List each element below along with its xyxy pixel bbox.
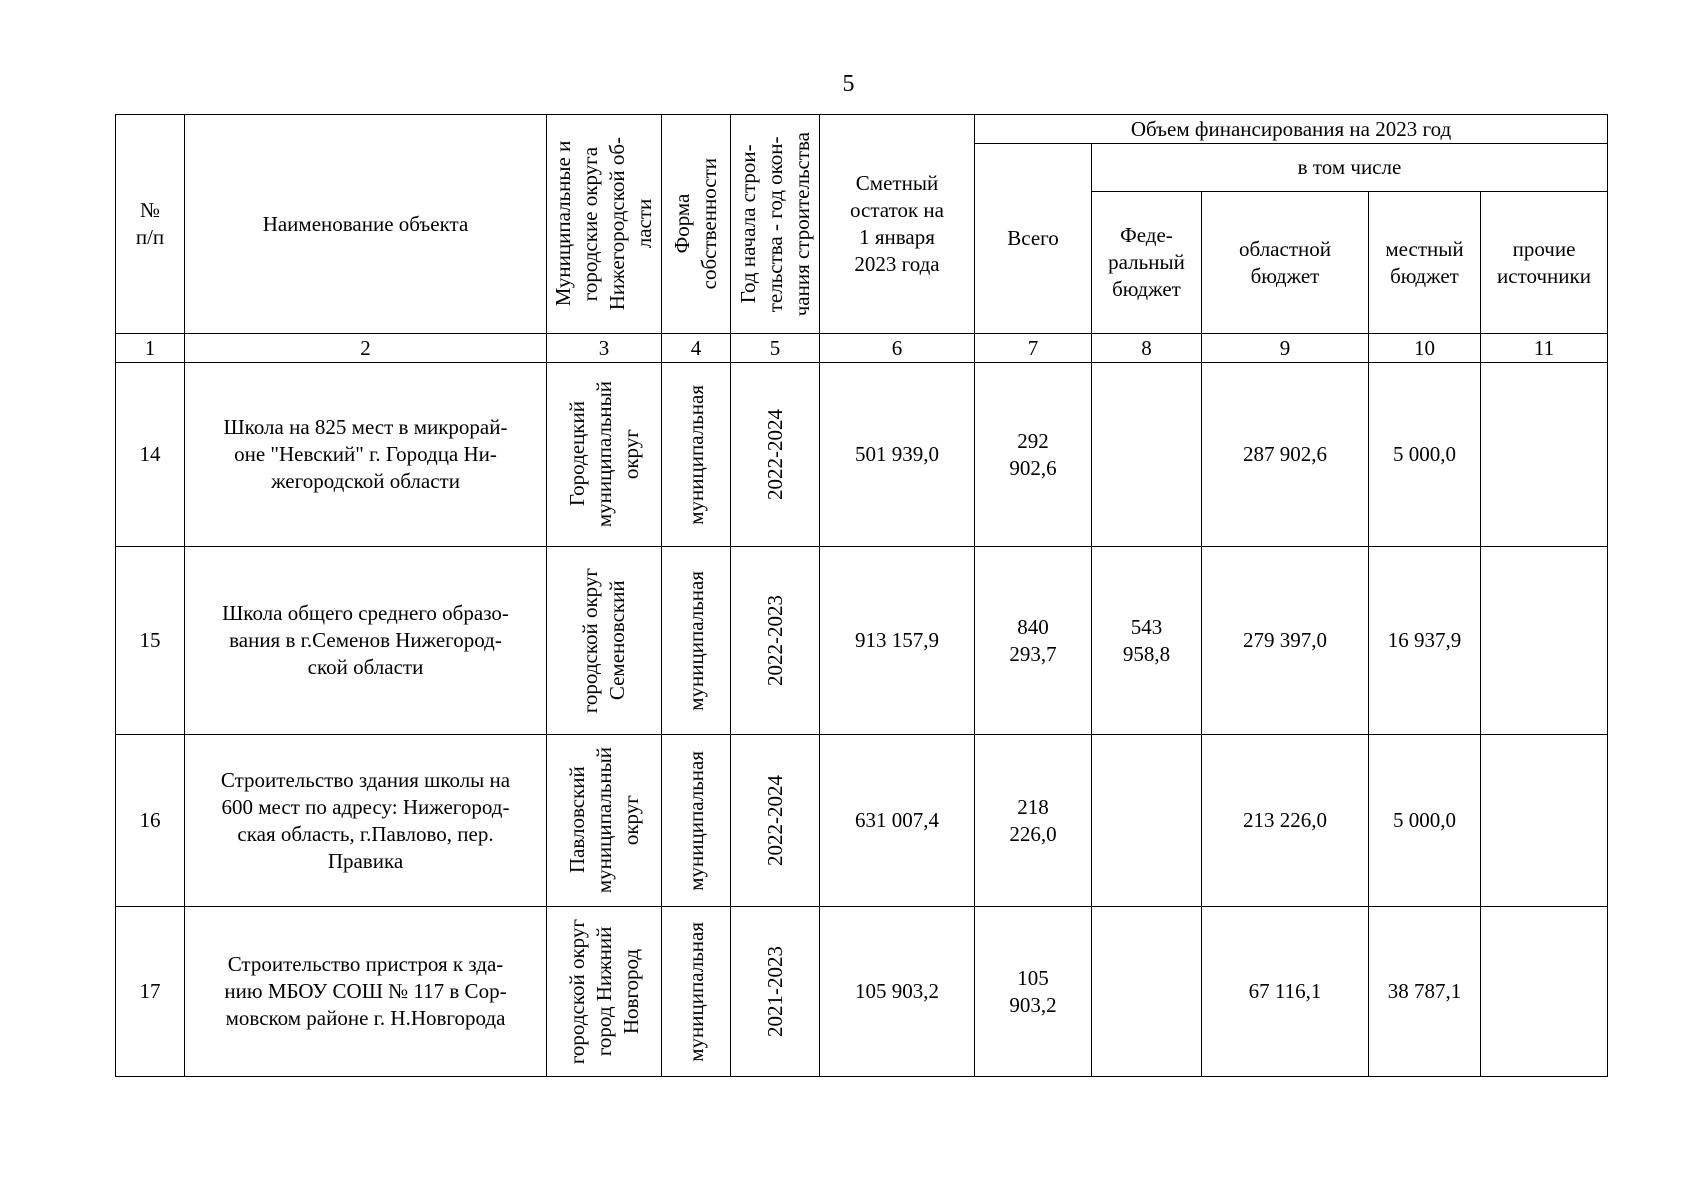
object-name: Школа общего среднего образо- вания в г.Семенов Нижегород- ской области: [185, 547, 547, 735]
financing-table: [115, 114, 1608, 1077]
estimate: 913 157,9: [820, 547, 975, 735]
estimate: 631 007,4: [820, 735, 975, 907]
header-including: в том числе: [1092, 144, 1608, 192]
other: [1481, 363, 1608, 547]
municipality: городской округ город Нижний Новгород: [547, 907, 662, 1077]
total: 292 902,6: [975, 363, 1092, 547]
total: 218 226,0: [975, 735, 1092, 907]
header-local: местный бюджет: [1369, 192, 1481, 334]
municipality: Городецкий муниципальный округ: [547, 363, 662, 547]
header-federal: Феде- ральный бюджет: [1092, 192, 1202, 334]
years: 2021-2023: [731, 907, 820, 1077]
municipality: городской округ Семеновский: [547, 547, 662, 735]
object-name: Строительство здания школы на 600 мест по адресу: Нижегород- ская область, г.Павлово, пер. Правика: [185, 735, 547, 907]
header-name: Наименование объекта: [185, 115, 547, 334]
column-number: 3: [547, 334, 662, 363]
header-estimate: Сметный остаток на 1 января 2023 года: [820, 115, 975, 334]
header-other: прочие источники: [1481, 192, 1608, 334]
header-total: Всего: [975, 144, 1092, 334]
object-name: Школа на 825 мест в микрорай- оне "Невский" г. Городца Ни- жегородской области: [185, 363, 547, 547]
ownership: муниципальная: [662, 735, 731, 907]
column-number: 5: [731, 334, 820, 363]
regional: 287 902,6: [1202, 363, 1369, 547]
column-number: 11: [1481, 334, 1608, 363]
header-financing: Объем финансирования на 2023 год: [975, 115, 1608, 144]
local: 5 000,0: [1369, 735, 1481, 907]
other: [1481, 907, 1608, 1077]
row-num: 16: [116, 735, 185, 907]
estimate: 105 903,2: [820, 907, 975, 1077]
federal: [1092, 735, 1202, 907]
column-number: 8: [1092, 334, 1202, 363]
column-number: 2: [185, 334, 547, 363]
other: [1481, 547, 1608, 735]
column-number-row: [116, 334, 1608, 363]
federal: [1092, 363, 1202, 547]
header-regional: областной бюджет: [1202, 192, 1369, 334]
header-row: [116, 115, 1608, 144]
local: 38 787,1: [1369, 907, 1481, 1077]
regional: 279 397,0: [1202, 547, 1369, 735]
local: 16 937,9: [1369, 547, 1481, 735]
header-ownership: Форма собственности: [662, 115, 731, 334]
column-number: 10: [1369, 334, 1481, 363]
municipality: Павловский муниципальный округ: [547, 735, 662, 907]
table-row: [116, 547, 1608, 735]
years: 2022-2024: [731, 735, 820, 907]
row-num: 15: [116, 547, 185, 735]
ownership: муниципальная: [662, 547, 731, 735]
table-row: [116, 907, 1608, 1077]
local: 5 000,0: [1369, 363, 1481, 547]
years: 2022-2024: [731, 363, 820, 547]
ownership: муниципальная: [662, 363, 731, 547]
total: 840 293,7: [975, 547, 1092, 735]
header-municipality: Муниципальные и городские округа Нижегородской об- ласти: [547, 115, 662, 334]
column-number: 9: [1202, 334, 1369, 363]
ownership: муниципальная: [662, 907, 731, 1077]
other: [1481, 735, 1608, 907]
header-years: Год начала строи- тельства - год окон- чания строительства: [731, 115, 820, 334]
column-number: 4: [662, 334, 731, 363]
table-row: [116, 735, 1608, 907]
column-number: 7: [975, 334, 1092, 363]
header-num: № п/п: [116, 115, 185, 334]
federal: 543 958,8: [1092, 547, 1202, 735]
regional: 213 226,0: [1202, 735, 1369, 907]
federal: [1092, 907, 1202, 1077]
row-num: 17: [116, 907, 185, 1077]
total: 105 903,2: [975, 907, 1092, 1077]
estimate: 501 939,0: [820, 363, 975, 547]
table-row: [116, 363, 1608, 547]
object-name: Строительство пристроя к зда- нию МБОУ СОШ № 117 в Сор- мовском районе г. Н.Новгорода: [185, 907, 547, 1077]
row-num: 14: [116, 363, 185, 547]
column-number: 6: [820, 334, 975, 363]
page-number: 5: [842, 71, 855, 97]
column-number: 1: [116, 334, 185, 363]
years: 2022-2023: [731, 547, 820, 735]
regional: 67 116,1: [1202, 907, 1369, 1077]
